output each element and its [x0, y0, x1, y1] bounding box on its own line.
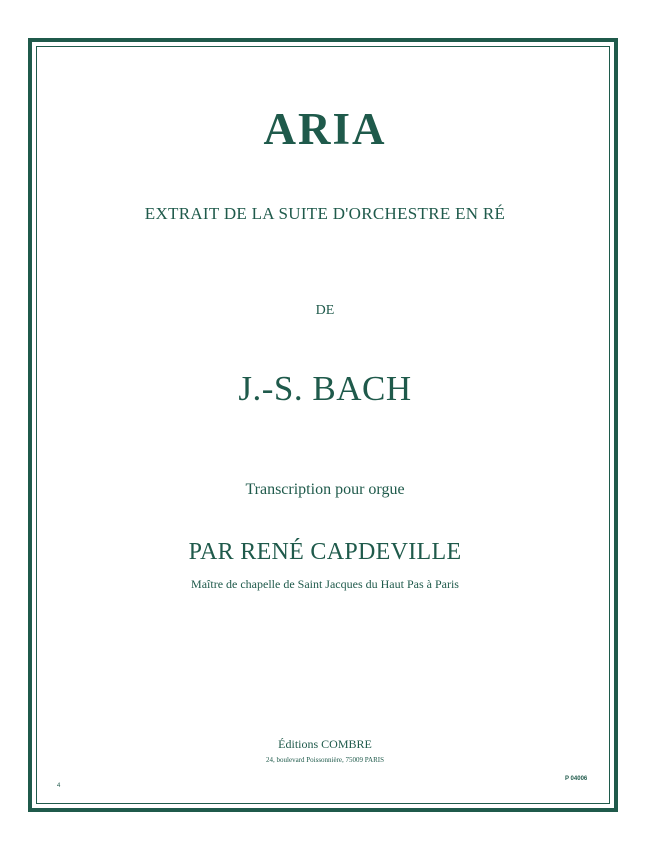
by-label: DE	[315, 303, 335, 318]
inner-border-frame	[36, 46, 610, 804]
catalog-number: P 04006	[565, 776, 588, 782]
corner-mark: 4	[57, 783, 61, 789]
arranger-name: PAR RENÉ CAPDEVILLE	[188, 539, 462, 565]
score-subtitle: EXTRAIT DE LA SUITE D'ORCHESTRE EN RÉ	[144, 204, 506, 223]
score-title: ARIA	[263, 104, 387, 154]
publisher-name: Éditions COMBRE	[278, 737, 372, 751]
composer-name: J.-S. BACH	[238, 369, 412, 408]
transcription-note: Transcription pour orgue	[245, 481, 405, 498]
arranger-role: Maître de chapelle de Saint Jacques du Haut Pas à Paris	[191, 577, 459, 591]
publisher-address: 24, boulevard Poissonnière, 75009 PARIS	[266, 756, 384, 764]
